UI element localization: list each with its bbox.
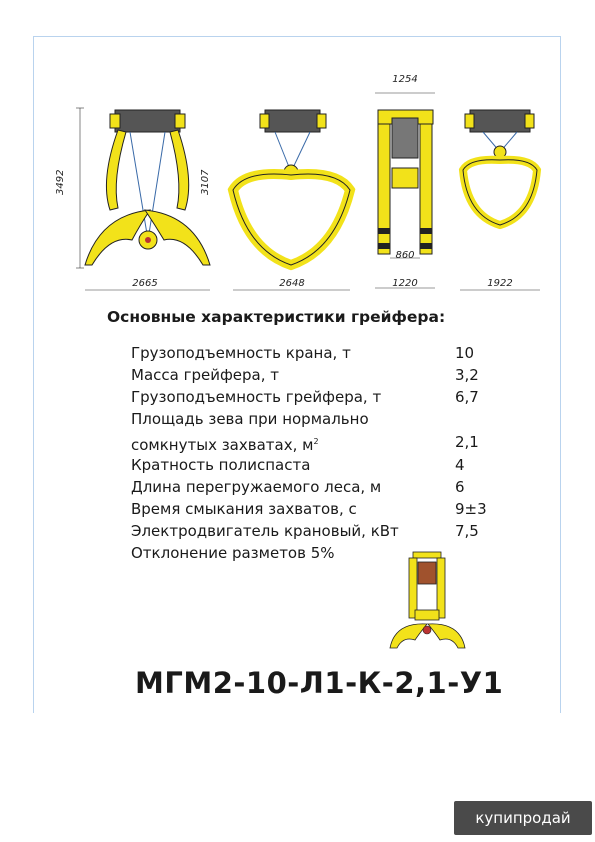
spec-value-7: 9±3	[455, 500, 487, 518]
dim-view3-inner: 860	[395, 250, 415, 261]
spec-value-1: 3,2	[455, 366, 479, 384]
spec-label-8: Электродвигатель крановый, кВт	[131, 522, 399, 540]
dim-view1-width: 2665	[132, 278, 158, 289]
grab-view-side	[370, 88, 440, 298]
spec-value-4: 2,1	[455, 433, 479, 451]
spec-label-7: Время смыкания захватов, с	[131, 500, 357, 518]
grab-view-open	[70, 100, 220, 300]
dim-view1-height: 3492	[55, 169, 66, 195]
spec-label-0: Грузоподъемность крана, т	[131, 344, 351, 362]
spec-label-1: Масса грейфера, т	[131, 366, 280, 384]
spec-value-6: 6	[455, 478, 465, 496]
dim-view2-width: 2648	[279, 278, 305, 289]
watermark-badge: купипродай	[454, 801, 592, 835]
model-designation: МГМ2-10-Л1-К-2,1-У1	[135, 666, 504, 700]
spec-label-9: Отклонение разметов 5%	[131, 544, 335, 562]
dim-view3-top: 1254	[392, 74, 418, 85]
spec-value-5: 4	[455, 456, 465, 474]
spec-label-6: Длина перегружаемого леса, м	[131, 478, 382, 496]
specs-title: Основные характеристики грейфера:	[107, 308, 446, 326]
spec-label-5: Кратность полиспаста	[131, 456, 311, 474]
spec-value-0: 10	[455, 344, 475, 362]
grab-view-closed	[225, 100, 360, 300]
dim-view4-width: 1922	[487, 278, 513, 289]
spec-label-4-sup: 2	[313, 437, 319, 446]
spec-label-4-text: сомкнутых захватах, м	[131, 436, 314, 454]
grab-illustration	[385, 548, 470, 658]
spec-value-2: 6,7	[455, 388, 479, 406]
spec-label-3: Площадь зева при нормально	[131, 410, 369, 428]
dim-view3-width: 1220	[392, 278, 418, 289]
grab-view-alt	[455, 100, 545, 300]
spec-label-2: Грузоподъемность грейфера, т	[131, 388, 382, 406]
spec-label-4	[131, 431, 319, 453]
spec-value-8: 7,5	[455, 522, 479, 540]
dim-view2-height: 3107	[200, 169, 211, 195]
